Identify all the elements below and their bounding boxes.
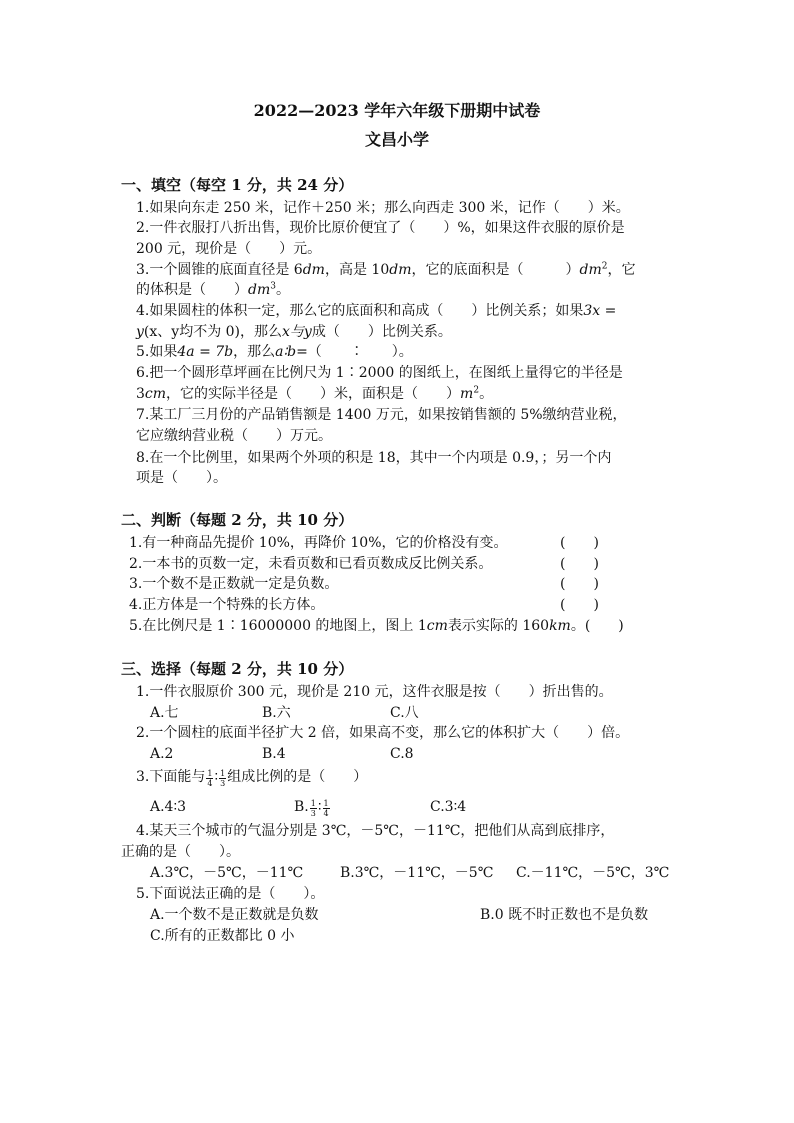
choice-q3-option-c: C.3∶4 — [430, 799, 467, 815]
choice-q1-option-c: C.八 — [390, 705, 419, 721]
judge-q4: 4.正方体是一个特殊的长方体。 — [129, 597, 325, 613]
fill-q2-line2: 200 元，现价是（ ）元。 — [136, 241, 322, 257]
unit-dm2: dm — [579, 262, 602, 278]
exponent-3: 3 — [270, 281, 276, 292]
choice-q4-line2: 正确的是（ ）。 — [121, 844, 240, 860]
judge-q3-answer-blank: ( ) — [560, 576, 599, 592]
unit-dm: dm — [302, 262, 325, 278]
unit-dm: dm — [389, 262, 412, 278]
section-fill-blank-heading: 一、填空（每空 1 分，共 24 分） — [121, 176, 354, 194]
fill-q7-line1: 7.某工厂三月份的产品销售额是 1400 万元，如果按销售额的 5%缴纳营业税， — [136, 407, 627, 423]
fill-q5-equation: 4a = 7b — [177, 344, 234, 360]
ratio-colon: ∶ — [214, 769, 219, 785]
choice-q3-option-a: A.4∶3 — [150, 799, 187, 815]
unit-dm3: dm — [248, 282, 271, 298]
choice-q2-option-c: C.8 — [390, 746, 414, 762]
fill-q3-line2 — [136, 281, 290, 299]
choice-q2: 2.一个圆柱的底面半径扩大 2 倍，如果高不变，那么它的体积扩大（ ）倍。 — [136, 725, 630, 741]
choice-q4-option-b: B.3℃，－11℃，－5℃ — [340, 865, 494, 881]
fraction-one-quarter: $\frac{1}{4}$ — [207, 769, 213, 788]
judge-q1-answer-blank: ( ) — [560, 535, 599, 551]
fraction-one-quarter: $\frac{1}{4}$ — [323, 799, 329, 818]
exam-title: 2022—2023 学年六年级下册期中试卷 — [253, 101, 541, 120]
fill-q6-text-a: 3 — [136, 386, 145, 402]
fill-q3-text-b: ，高是 10 — [324, 262, 390, 278]
choice-q2-option-a: A.2 — [150, 746, 174, 762]
choice-q5-option-b: B.0 既不时正数也不是负数 — [480, 907, 649, 923]
fill-q5-text-a: 5.如果 — [136, 344, 178, 360]
fill-q6-text-b: ，它的实际半径是（ ）米，面积是（ ） — [166, 386, 461, 402]
choice-q5-option-a: A.一个数不是正数就是负数 — [150, 907, 319, 923]
exponent-2: 2 — [473, 385, 480, 396]
fill-q8-line1: 8.在一个比例里，如果两个外项的积是 18，其中一个内项是 0.9，；另一个内 — [136, 450, 612, 466]
fill-q4-text-b: (x、y均不为 0)，那么 — [143, 324, 283, 340]
fill-q3-line1 — [136, 261, 635, 279]
ratio-colon: ∶ — [317, 799, 322, 815]
judge-q5-text-c: 。( ) — [570, 618, 624, 634]
fill-q5-text-c: =（ ∶ ）。 — [296, 344, 413, 360]
fill-q5-ratio: a∶b — [275, 344, 297, 360]
fill-q4-var-y: y — [136, 324, 144, 340]
choice-q3-text-a: 3.下面能与 — [136, 769, 206, 785]
fill-q5 — [136, 343, 413, 361]
fill-q7-line2: 它应缴纳营业税（ ）万元。 — [136, 428, 332, 444]
choice-q4-line1: 4.某天三个城市的气温分别是 3℃，－5℃，－11℃，把他们从高到底排序， — [136, 823, 615, 839]
choice-q5-option-c: C.所有的正数都比 0 小 — [150, 928, 295, 944]
fill-q2-line1: 2.一件衣服打八折出售，现价比原价便宜了（ ）%，如果这件衣服的原价是 — [136, 220, 625, 236]
fill-q3-text-d: ，它 — [607, 262, 636, 278]
unit-cm: cm — [426, 618, 448, 634]
fill-q4-line1 — [136, 302, 616, 320]
judge-q2: 2.一本书的页数一定，未看页数和已看页数成反比例关系。 — [129, 556, 493, 572]
fraction-one-third: $\frac{1}{3}$ — [310, 799, 316, 818]
fill-q3-text-c: ，它的底面积是（ ） — [411, 262, 580, 278]
fill-q4-vars: x与y — [282, 324, 312, 340]
fill-q1: 1.如果向东走 250 米，记作＋250 米；那么向西走 300 米，记作（ ）米。 — [136, 200, 630, 216]
judge-q5 — [129, 617, 624, 635]
exponent-2: 2 — [601, 261, 608, 272]
fill-q6-text-c: 。 — [479, 386, 494, 402]
section-choice-heading: 三、选择（每题 2 分，共 10 分） — [121, 660, 354, 678]
fill-q6-line2 — [136, 385, 493, 403]
judge-q1: 1.有一种商品先提价 10%，再降价 10%，它的价格没有变。 — [129, 535, 508, 551]
fill-q3-text-e: 的体积是（ ） — [136, 282, 248, 298]
judge-q3: 3.一个数不是正数就一定是负数。 — [129, 576, 339, 592]
choice-q4-option-a: A.3℃，－5℃，－11℃ — [150, 865, 304, 881]
fill-q6-line1: 6.把一个圆形草坪画在比例尺为 1∶2000 的图纸上，在图纸上量得它的半径是 — [136, 365, 623, 381]
choice-q1: 1.一件衣服原价 300 元，现价是 210 元，这件衣服是按（ ）折出售的。 — [136, 684, 613, 700]
unit-km: km — [549, 618, 571, 634]
choice-q5: 5.下面说法正确的是（ ）。 — [136, 886, 325, 902]
fill-q5-text-b: ，那么 — [233, 344, 276, 360]
section-judge-heading: 二、判断（每题 2 分，共 10 分） — [121, 511, 354, 529]
judge-q5-text-a: 5.在比例尺是 1∶16000000 的地图上，图上 1 — [129, 618, 427, 634]
choice-q3 — [136, 768, 367, 788]
fill-q4-line2 — [136, 323, 452, 341]
judge-q5-text-b: 表示实际的 160 — [447, 618, 550, 634]
choice-q3-option-b — [294, 798, 331, 818]
choice-q4-option-c: C.－11℃，－5℃，3℃ — [516, 865, 670, 881]
choice-q3-text-b: 组成比例的是（ ） — [227, 769, 368, 785]
fill-q3-text-f: 。 — [275, 282, 290, 298]
judge-q2-answer-blank: ( ) — [560, 556, 599, 572]
fraction-one-third: $\frac{1}{3}$ — [220, 769, 226, 788]
choice-q3-option-b-label: B. — [294, 799, 309, 815]
choice-q2-option-b: B.4 — [262, 746, 286, 762]
unit-m: m — [460, 386, 474, 402]
choice-q1-option-a: A.七 — [150, 705, 179, 721]
judge-q4-answer-blank: ( ) — [560, 597, 599, 613]
fill-q4-text-a: 4.如果圆柱的体积一定，那么它的底面积和高成（ ）比例关系；如果 — [136, 303, 584, 319]
unit-cm: cm — [144, 386, 167, 402]
fill-q4-equation: 3x = — [583, 303, 617, 319]
fill-q4-text-c: 成（ ）比例关系。 — [311, 324, 452, 340]
fill-q3-text-a: 3.一个圆锥的底面直径是 6 — [136, 262, 303, 278]
choice-q1-option-b: B.六 — [262, 705, 291, 721]
fill-q8-line2: 项是（ ）。 — [136, 470, 227, 486]
school-name: 文昌小学 — [364, 130, 429, 149]
